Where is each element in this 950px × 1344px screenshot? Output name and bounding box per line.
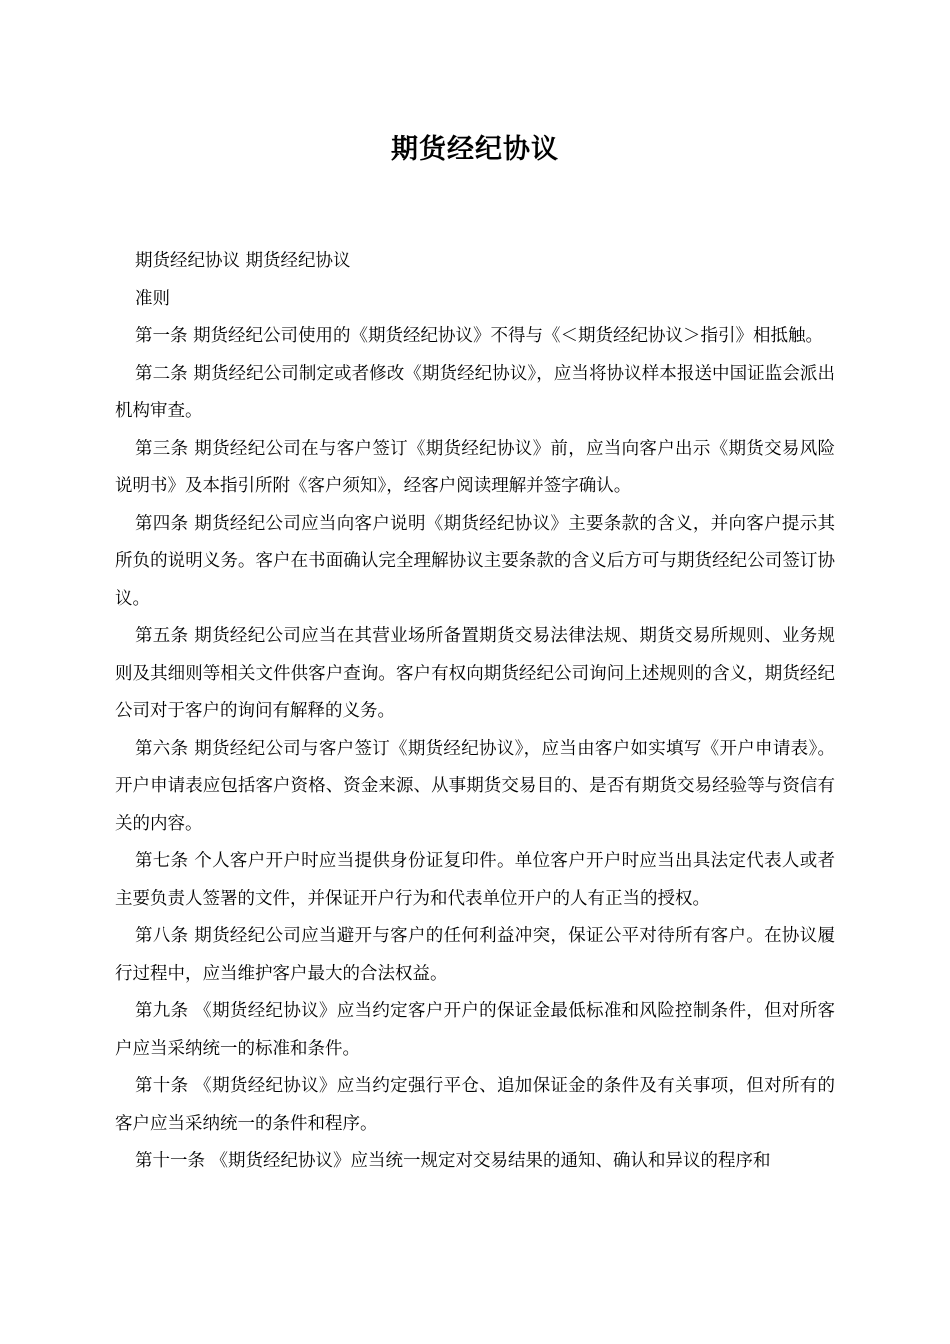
paragraph-section-label: 准则 bbox=[135, 288, 170, 309]
article-1: 第一条 期货经纪公司使用的《期货经纪协议》不得与《＜期货经纪协议＞指引》相抵触。 bbox=[135, 326, 824, 346]
article-8: 第八条 期货经纪公司应当避开与客户的任何利益冲突，保证公平对待所有客户。在协议履行过程中，应当维护客户最大的合法权益。 bbox=[115, 926, 835, 984]
paragraph-heading: 期货经纪协议 期货经纪协议 bbox=[135, 251, 351, 271]
article-10: 第十条 《期货经纪协议》应当约定强行平仓、追加保证金的条件及有关事项，但对所有的客户应当采纳统一的条件和程序。 bbox=[115, 1076, 835, 1134]
article-4: 第四条 期货经纪公司应当向客户说明《期货经纪协议》主要条款的含义，并向客户提示其所负的说明义务。客户在书面确认完全理解协议主要条款的含义后方可与期货经纪公司签订协议。 bbox=[115, 513, 835, 609]
document-title: 期货经纪协议 bbox=[391, 134, 559, 165]
article-5: 第五条 期货经纪公司应当在其营业场所备置期货交易法律法规、期货交易所规则、业务规则及其细则等相关文件供客户查询。客户有权向期货经纪公司询问上述规则的含义，期货经纪公司对于客户的询问有解释的义务。 bbox=[115, 626, 835, 721]
article-11: 第十一条 《期货经纪协议》应当统一规定对交易结果的通知、确认和异议的程序和 bbox=[135, 1151, 771, 1171]
article-9: 第九条 《期货经纪协议》应当约定客户开户的保证金最低标准和风险控制条件，但对所客户应当采纳统一的标准和条件。 bbox=[115, 1001, 835, 1059]
article-7: 第七条 个人客户开户时应当提供身份证复印件。单位客户开户时应当出具法定代表人或者主要负责人签署的文件，并保证开户行为和代表单位开户的人有正当的授权。 bbox=[115, 851, 835, 909]
article-2: 第二条 期货经纪公司制定或者修改《期货经纪协议》，应当将协议样本报送中国证监会派出机构审查。 bbox=[115, 363, 835, 421]
article-3: 第三条 期货经纪公司在与客户签订《期货经纪协议》前，应当向客户出示《期货交易风险说明书》及本指引所附《客户须知》，经客户阅读理解并签字确认。 bbox=[115, 438, 835, 496]
article-6: 第六条 期货经纪公司与客户签订《期货经纪协议》，应当由客户如实填写《开户申请表》。开户申请表应包括客户资格、资金来源、从事期货交易目的、是否有期货交易经验等与资信有关的内容。 bbox=[115, 738, 835, 834]
document-body bbox=[115, 243, 835, 1181]
